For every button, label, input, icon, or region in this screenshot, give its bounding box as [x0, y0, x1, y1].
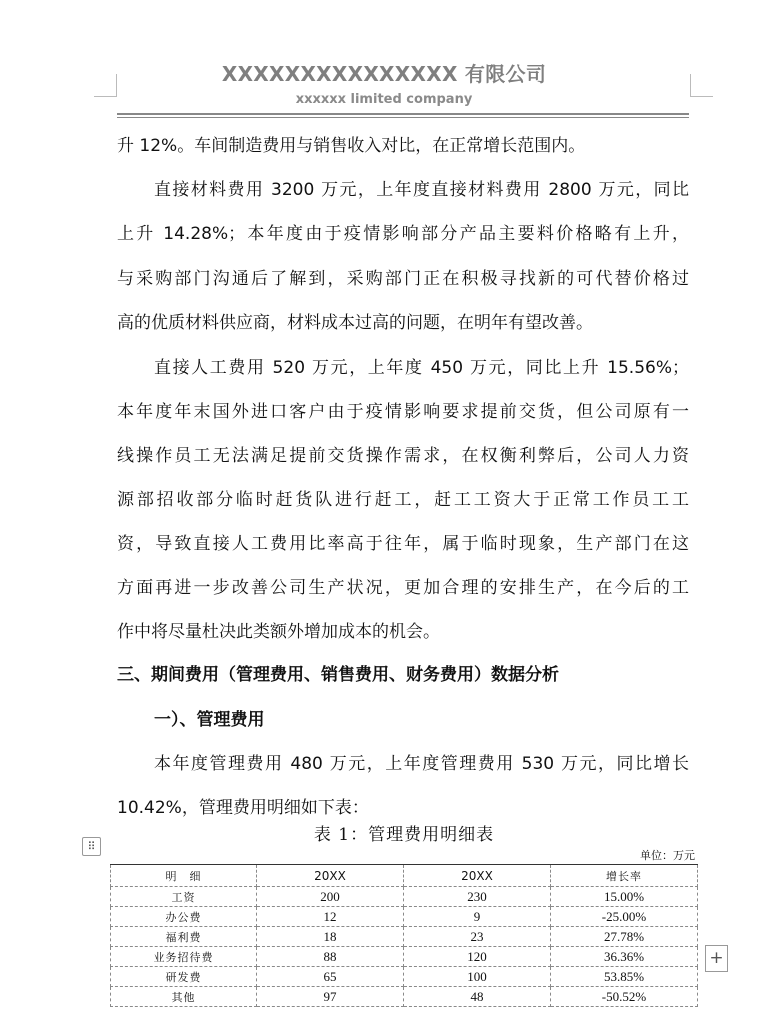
expense-detail-table — [110, 864, 698, 1007]
row-growth: -50.52% — [551, 987, 698, 1007]
subsection-heading: 一）、管理费用 — [154, 710, 265, 730]
section-heading: 三、期间费用（管理费用、销售费用、财务费用）数据分析 — [117, 665, 559, 685]
row-growth: -25.00% — [551, 907, 698, 927]
table-row — [111, 967, 698, 987]
row-label: 工资 — [111, 887, 257, 907]
header-cell-growth: 增长率 — [551, 865, 698, 887]
paragraph-line: 与采购部门沟通后了解到，采购部门正在积极寻找新的可代替价格过 — [117, 269, 689, 289]
table-header-row — [111, 865, 698, 887]
row-label: 其他 — [111, 987, 257, 1007]
row-value-prev: 88 — [257, 947, 404, 967]
paragraph-line: 方面再进一步改善公司生产状况，更加合理的安排生产，在今后的工 — [117, 578, 689, 598]
table-row — [111, 987, 698, 1007]
row-value-curr: 100 — [404, 967, 551, 987]
row-value-prev: 65 — [257, 967, 404, 987]
row-growth: 53.85% — [551, 967, 698, 987]
row-value-curr: 9 — [404, 907, 551, 927]
table-row — [111, 887, 698, 907]
paragraph-line: 源部招收部分临时赶货队进行赶工，赶工工资大于正常工作员工工 — [117, 490, 689, 510]
table-unit: 单位：万元 — [640, 849, 695, 862]
header-rule-thin — [117, 117, 689, 118]
row-label: 研发费 — [111, 967, 257, 987]
row-value-prev: 97 — [257, 987, 404, 1007]
row-value-prev: 200 — [257, 887, 404, 907]
row-value-curr: 48 — [404, 987, 551, 1007]
table-row — [111, 927, 698, 947]
paragraph-line: 上升 14.28%；本年度由于疫情影响部分产品主要料价格略有上升， — [117, 224, 689, 244]
row-growth: 15.00% — [551, 887, 698, 907]
row-value-curr: 120 — [404, 947, 551, 967]
row-label: 福利费 — [111, 927, 257, 947]
add-row-icon[interactable]: + — [705, 945, 728, 972]
paragraph-line: 本年度年末国外进口客户由于疫情影响要求提前交货，但公司原有一 — [117, 402, 689, 422]
row-growth: 27.78% — [551, 927, 698, 947]
header-company-english: xxxxxx limited company — [295, 92, 473, 107]
header-rule — [117, 113, 689, 115]
paragraph-line: 10.42%，管理费用明细如下表： — [117, 798, 369, 818]
paragraph-line: 资，导致直接人工费用比率高于往年，属于临时现象，生产部门在这 — [117, 534, 689, 554]
row-value-curr: 230 — [404, 887, 551, 907]
row-value-prev: 18 — [257, 927, 404, 947]
row-value-prev: 12 — [257, 907, 404, 927]
paragraph-line: 直接材料费用 3200 万元，上年度直接材料费用 2800 万元，同比 — [154, 180, 689, 200]
paragraph-line: 作中将尽量杜决此类额外增加成本的机会。 — [117, 622, 440, 642]
table-row — [111, 947, 698, 967]
paragraph-line: 本年度管理费用 480 万元，上年度管理费用 530 万元，同比增长 — [154, 754, 689, 774]
header-cell-detail: 明 细 — [111, 865, 257, 887]
row-label: 办公费 — [111, 907, 257, 927]
table-move-handle-icon[interactable]: ⠿ — [82, 837, 101, 856]
row-label: 业务招待费 — [111, 947, 257, 967]
paragraph-line: 升 12%。车间制造费用与销售收入对比，在正常增长范围内。 — [117, 136, 586, 156]
row-value-curr: 23 — [404, 927, 551, 947]
table-caption: 表 1：管理费用明细表 — [313, 825, 495, 845]
paragraph-line: 线操作员工无法满足提前交货操作需求，在权衡利弊后，公司人力资 — [117, 446, 689, 466]
row-growth: 36.36% — [551, 947, 698, 967]
table-row — [111, 907, 698, 927]
header-cell-year-prev: 20XX — [257, 865, 404, 887]
header-cell-year-curr: 20XX — [404, 865, 551, 887]
paragraph-line: 高的优质材料供应商，材料成本过高的问题，在明年有望改善。 — [117, 313, 593, 333]
header-company-name: XXXXXXXXXXXXXXX 有限公司 — [221, 62, 547, 86]
paragraph-line: 直接人工费用 520 万元，上年度 450 万元，同比上升 15.56%； — [154, 358, 689, 378]
